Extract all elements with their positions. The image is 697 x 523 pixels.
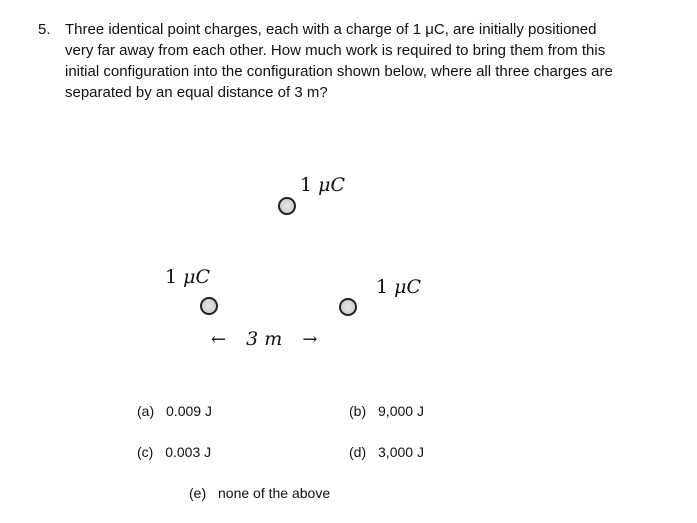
- question-number: 5.: [38, 21, 51, 38]
- answer-choice-d: [349, 443, 424, 461]
- choice-text: 0.003 J: [165, 444, 212, 460]
- choice-text: 0.009 J: [166, 403, 212, 419]
- charge-value: 1: [376, 276, 389, 298]
- answer-choice-a: [137, 402, 212, 420]
- choice-text: none of the above: [218, 485, 331, 501]
- question-text: [65, 19, 680, 103]
- charge-unit: μC: [183, 266, 211, 288]
- choice-letter: (e): [189, 485, 207, 501]
- charge-label-right: [376, 276, 421, 298]
- choice-text: 9,000 J: [378, 403, 424, 419]
- distance-indicator: [211, 327, 317, 352]
- answer-choice-b: [349, 402, 424, 420]
- charge-value: 1: [300, 174, 313, 196]
- question-line: very far away from each other. How much work is required to bring them from this: [65, 42, 606, 59]
- choice-text: 3,000 J: [378, 444, 424, 460]
- question-line: Three identical point charges, each with a charge of 1 μC, are initially positioned: [65, 21, 597, 38]
- charge-label-left: [165, 266, 210, 288]
- choice-letter: (d): [349, 444, 367, 460]
- point-charge-top: [278, 197, 296, 215]
- question-line: initial configuration into the configuration shown below, where all three charges are: [65, 63, 613, 80]
- answer-choice-c: [137, 443, 211, 461]
- choice-letter: (b): [349, 403, 367, 419]
- left-arrow-icon: ←: [211, 329, 227, 350]
- choice-letter: (a): [137, 403, 155, 419]
- right-arrow-icon: →: [302, 329, 318, 350]
- answer-choice-e: [189, 484, 330, 502]
- charge-value: 1: [165, 266, 178, 288]
- point-charge-right: [339, 298, 357, 316]
- point-charge-left: [200, 297, 218, 315]
- charge-label-top: [300, 174, 345, 196]
- charge-unit: μC: [318, 174, 346, 196]
- distance-label: 3 m: [246, 328, 283, 350]
- charge-unit: μC: [394, 276, 422, 298]
- choice-letter: (c): [137, 444, 154, 460]
- question-line: separated by an equal distance of 3 m?: [65, 84, 328, 101]
